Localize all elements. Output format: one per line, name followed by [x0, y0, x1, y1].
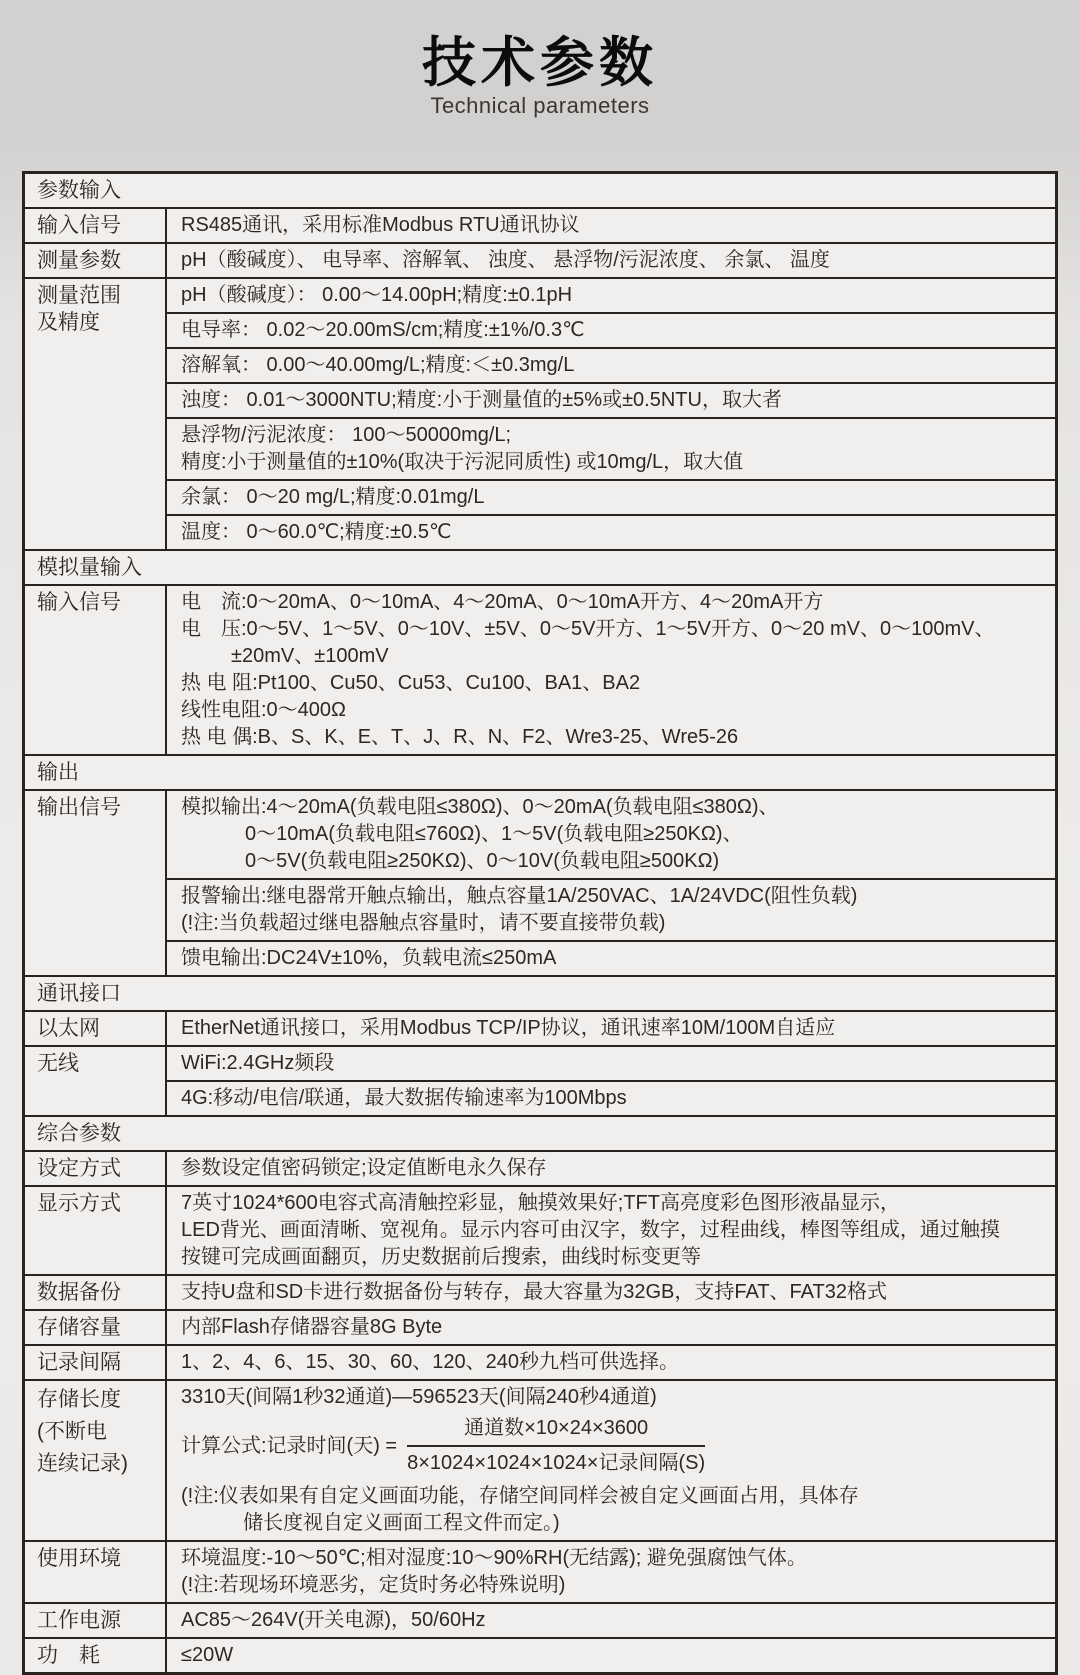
row-label: 数据备份	[25, 1276, 167, 1309]
row-storage-capacity	[25, 1309, 1055, 1344]
row-label: 显示方式	[25, 1187, 167, 1274]
row-label: 记录间隔	[25, 1346, 167, 1379]
row-power-consumption	[25, 1637, 1055, 1672]
range-turbidity: 浊度： 0.01～3000NTU;精度:小于测量值的±5%或±0.5NTU，取大者	[167, 382, 1055, 417]
analog-output: 模拟输出:4～20mA(负载电阻≤380Ω)、0～20mA(负载电阻≤380Ω)、 0～10mA(负载电阻≤760Ω)、1～5V(负载电阻≥250KΩ)、 0～5V(负载电阻≥250KΩ)、0～10V(负载电阻≥500KΩ)	[181, 796, 779, 873]
page-header	[0, 0, 1080, 119]
technical-parameters-table	[22, 171, 1058, 1675]
formula-prefix: 计算公式:记录时间(天) =	[181, 1434, 398, 1457]
linear-resistance-line: 线性电阻:0～400Ω	[181, 699, 346, 722]
row-label-line: 测量范围	[37, 284, 121, 308]
row-value: AC85～264V(开关电源)，50/60Hz	[181, 1609, 486, 1632]
row-label: 无线	[25, 1047, 167, 1115]
range-suspended-solids: 悬浮物/污泥浓度： 100～50000mg/L; 精度:小于测量值的±10%(取决于污泥同质性) 或10mg/L，取大值	[167, 417, 1055, 479]
wifi-line: WiFi:2.4GHz频段	[181, 1052, 335, 1075]
row-label-line: (不断电	[37, 1420, 107, 1444]
section-row-param-input	[25, 174, 1055, 207]
formula-fraction	[407, 1415, 705, 1477]
row-value: RS485通讯，采用标准Modbus RTU通讯协议	[181, 214, 580, 237]
row-label-line: 及精度	[37, 311, 100, 335]
row-value: EtherNet通讯接口，采用Modbus TCP/IP协议，通讯速率10M/100M自适应	[181, 1017, 836, 1040]
row-label	[25, 1381, 167, 1540]
formula-numerator: 通道数×10×24×3600	[407, 1415, 705, 1447]
page-title: 技术参数	[422, 33, 658, 93]
row-label	[25, 279, 167, 549]
row-data-backup	[25, 1274, 1055, 1309]
row-ethernet	[25, 1010, 1055, 1045]
section-row-general	[25, 1115, 1055, 1150]
row-label: 使用环境	[25, 1542, 167, 1602]
row-value: 1、2、4、6、15、30、60、120、240秒九档可供选择。	[181, 1351, 679, 1374]
storage-note: (!注:仪表如果有自定义画面功能，存储空间同样会被自定义画面占用，具体存	[181, 1485, 859, 1508]
alarm-output: 报警输出:继电器常开触点输出，触点容量1A/250VAC、1A/24VDC(阻性负载) (!注:当负载超过继电器触点容量时，请不要直接带负载)	[167, 878, 1055, 940]
row-wireless	[25, 1045, 1055, 1115]
section-row-analog-input	[25, 549, 1055, 584]
row-label: 输出信号	[25, 791, 167, 975]
row-measure-range	[25, 277, 1055, 549]
row-label: 测量参数	[25, 244, 167, 277]
range-conductivity: 电导率： 0.02～20.00mS/cm;精度:±1%/0.3℃	[167, 312, 1055, 347]
row-label: 功 耗	[25, 1639, 167, 1672]
row-value: 参数设定值密码锁定;设定值断电永久保存	[181, 1157, 547, 1180]
section-row-comm	[25, 975, 1055, 1010]
storage-formula	[181, 1411, 1041, 1483]
section-title: 输出	[37, 761, 79, 785]
section-row-output	[25, 754, 1055, 789]
row-label-line: 存储长度	[37, 1388, 121, 1412]
row-analog-input-signal	[25, 584, 1055, 754]
rtd-line: 热 电 阻:Pt100、Cu50、Cu53、Cu100、BA1、BA2	[181, 672, 641, 695]
current-line: 电 流:0～20mA、0～10mA、4～20mA、0～10mA开方、4～20mA开方	[181, 591, 824, 614]
row-output-signal	[25, 789, 1055, 975]
row-value: 支持U盘和SD卡进行数据备份与转存，最大容量为32GB，支持FAT、FAT32格式	[181, 1281, 887, 1304]
range-dissolved-oxygen: 溶解氧： 0.00～40.00mg/L;精度:＜±0.3mg/L	[167, 347, 1055, 382]
environment-lines: 环境温度:-10～50℃;相对湿度:10～90%RH(无结露); 避免强腐蚀气体。 (!注:若现场环境恶劣，定货时务必特殊说明)	[181, 1547, 807, 1597]
row-label: 输入信号	[25, 586, 167, 754]
analog-input-lines	[167, 586, 1055, 754]
section-title: 模拟量输入	[37, 556, 142, 580]
page-subtitle: Technical parameters	[430, 93, 650, 119]
storage-note-cont: 储长度视自定义画面工程文件而定。)	[243, 1512, 560, 1535]
range-temperature: 温度： 0～60.0℃;精度:±0.5℃	[167, 514, 1055, 549]
storage-length-cell	[167, 1381, 1055, 1540]
row-environment	[25, 1540, 1055, 1602]
range-ph: pH（酸碱度）： 0.00～14.00pH;精度:±0.1pH	[181, 284, 573, 307]
row-record-interval	[25, 1344, 1055, 1379]
row-input-signal	[25, 207, 1055, 242]
feed-output: 馈电输出:DC24V±10%，负载电流≤250mA	[167, 940, 1055, 975]
row-setting-mode	[25, 1150, 1055, 1185]
section-title: 参数输入	[37, 179, 121, 203]
row-label: 设定方式	[25, 1152, 167, 1185]
row-value: 内部Flash存储器容量8G Byte	[181, 1316, 443, 1339]
voltage-line: 电 压:0～5V、1～5V、0～10V、±5V、0～5V开方、1～5V开方、0～20 mV、0～100mV、	[181, 618, 995, 641]
voltage-line-cont: ±20mV、±100mV	[231, 645, 389, 668]
section-title: 综合参数	[37, 1122, 121, 1146]
row-measure-param	[25, 242, 1055, 277]
row-label-line: 连续记录)	[37, 1452, 128, 1476]
4g-line: 4G:移动/电信/联通，最大数据传输速率为100Mbps	[167, 1080, 1055, 1115]
row-value: ≤20W	[181, 1644, 234, 1667]
row-label: 输入信号	[25, 209, 167, 242]
storage-length-range: 3310天(间隔1秒32通道)—596523天(间隔240秒4通道)	[181, 1386, 657, 1409]
row-label: 存储容量	[25, 1311, 167, 1344]
range-residual-chlorine: 余氯： 0～20 mg/L;精度:0.01mg/L	[167, 479, 1055, 514]
section-title: 通讯接口	[37, 982, 121, 1006]
formula-denominator: 8×1024×1024×1024×记录间隔(S)	[407, 1452, 706, 1475]
thermocouple-line: 热 电 偶:B、S、K、E、T、J、R、N、F2、Wre3-25、Wre5-26	[181, 726, 739, 749]
row-storage-length	[25, 1379, 1055, 1540]
row-working-power	[25, 1602, 1055, 1637]
row-label: 以太网	[25, 1012, 167, 1045]
row-label: 工作电源	[25, 1604, 167, 1637]
row-display-mode	[25, 1185, 1055, 1274]
display-lines: 7英寸1024*600电容式高清触控彩显，触摸效果好;TFT高亮度彩色图形液晶显示， LED背光、画面清晰、宽视角。显示内容可由汉字，数字，过程曲线，棒图等组成，通过触摸 按键可完成画面翻页，历史数据前后搜索，曲线时标变更等	[181, 1192, 1000, 1269]
row-value: pH（酸碱度）、 电导率、溶解氧、 浊度、 悬浮物/污泥浓度、 余氯、 温度	[181, 249, 830, 272]
